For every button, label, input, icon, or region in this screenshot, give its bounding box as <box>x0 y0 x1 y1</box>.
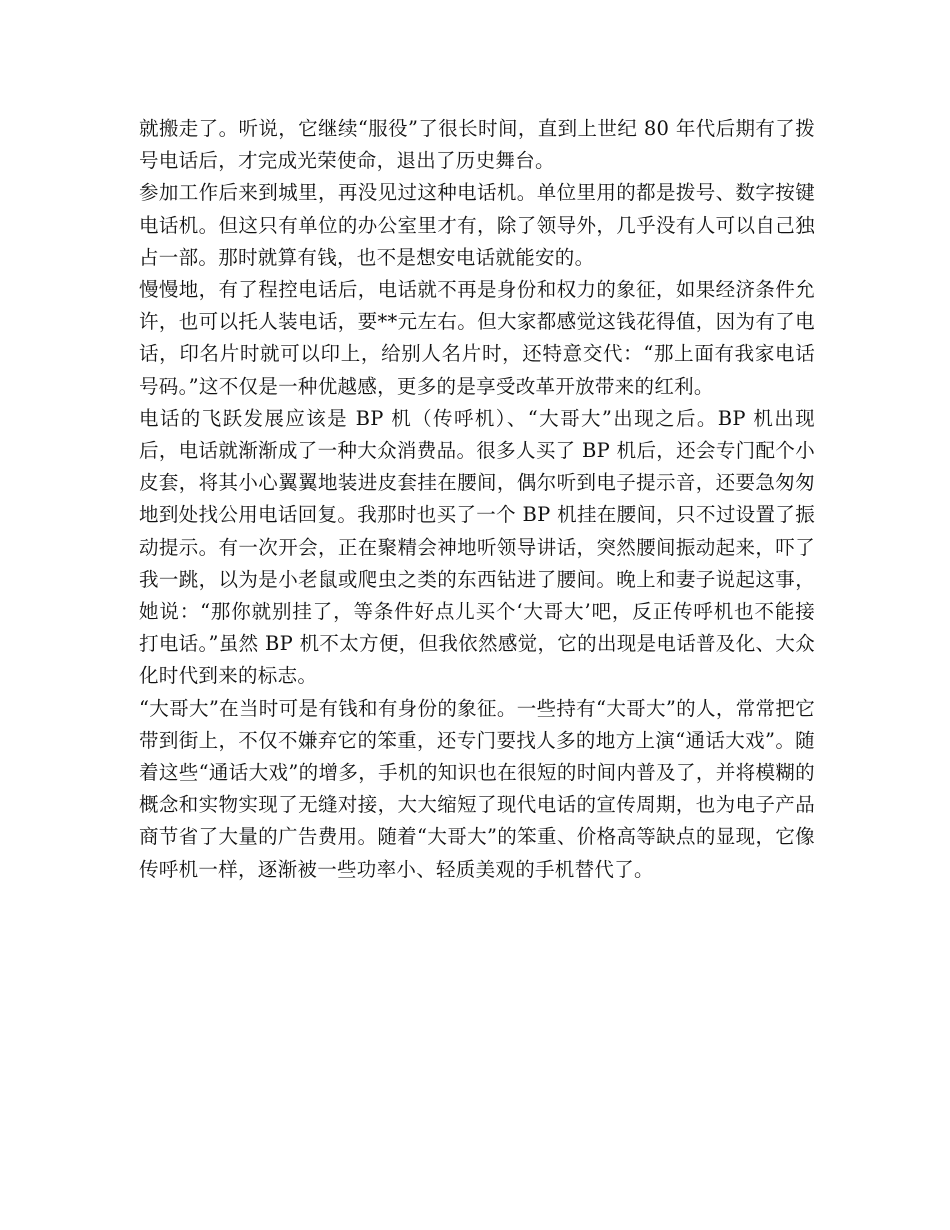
paragraph-4: 电话的飞跃发展应该是 BP 机（传呼机）、“大哥大”出现之后。BP 机出现后，电话就渐渐成了一种大众消费品。很多人买了 BP 机后，还会专门配个小皮套，将其小心翼翼地装进皮套挂在腰间，偶尔听到电子提示音，还要急匆匆地到处找公用电话回复。我那时也买了一个 BP 机挂在腰间，只不过设置了振动提示。有一次开会，正在聚精会神地听领导讲话，突然腰间振动起来，吓了我一跳，以为是小老鼠或爬虫之类的东西钻进了腰间。晚上和妻子说起这事，她说：“那你就别挂了，等条件好点儿买个‘大哥大’吧，反正传呼机也不能接打电话。”虽然 BP 机不太方便，但我依然感觉，它的出现是电话普及化、大众化时代到来的标志。 <box>139 406 815 688</box>
document-body <box>139 113 815 886</box>
paragraph-2: 参加工作后来到城里，再没见过这种电话机。单位里用的都是拨号、数字按键电话机。但这只有单位的办公室里才有，除了领导外，几乎没有人可以自己独占一部。那时就算有钱，也不是想安电话就能安的。 <box>139 181 815 269</box>
paragraph-5: “大哥大”在当时可是有钱和有身份的象征。一些持有“大哥大”的人，常常把它带到街上，不仅不嫌弃它的笨重，还专门要找人多的地方上演“通话大戏”。随着这些“通话大戏”的增多，手机的知识也在很短的时间内普及了，并将模糊的概念和实物实现了无缝对接，大大缩短了现代电话的宣传周期，也为电子产品商节省了大量的广告费用。随着“大哥大”的笨重、价格高等缺点的显现，它像传呼机一样，逐渐被一些功率小、轻质美观的手机替代了。 <box>139 696 815 881</box>
paragraph-3: 慢慢地，有了程控电话后，电话就不再是身份和权力的象征，如果经济条件允许，也可以托人装电话，要**元左右。但大家都感觉这钱花得值，因为有了电话，印名片时就可以印上，给别人名片时，还特意交代：“那上面有我家电话号码。”这不仅是一种优越感，更多的是享受改革开放带来的红利。 <box>139 278 815 398</box>
paragraph-1: 就搬走了。听说，它继续“服役”了很长时间，直到上世纪 80 年代后期有了拨号电话后，才完成光荣使命，退出了历史舞台。 <box>139 117 815 173</box>
